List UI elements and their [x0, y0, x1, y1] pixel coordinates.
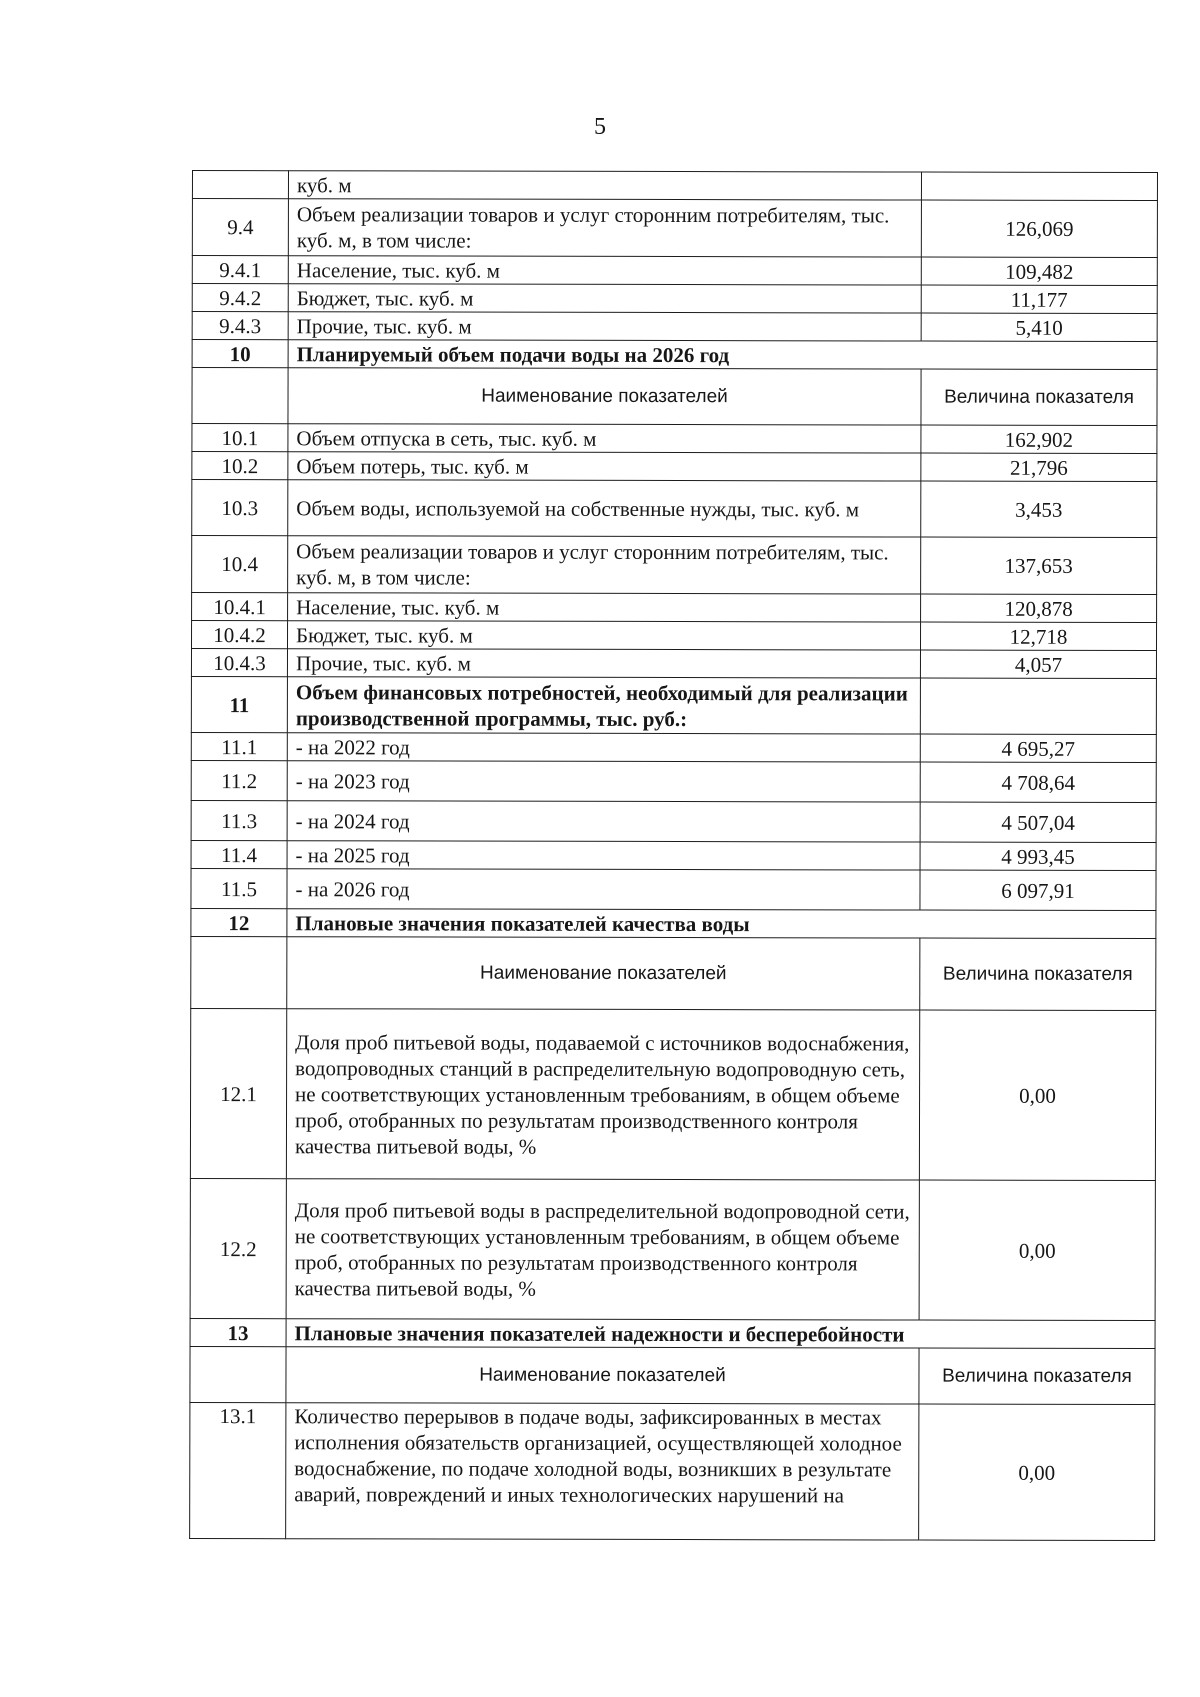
indicator-value: 3,453 — [921, 481, 1157, 537]
table-row — [192, 424, 1157, 454]
indicator-value: 4 993,45 — [920, 842, 1156, 870]
indicator-name: - на 2025 год — [287, 841, 920, 870]
table-row — [192, 480, 1157, 538]
table-row — [190, 1008, 1155, 1180]
column-header-value: Величина показателя — [919, 1348, 1155, 1404]
table-row — [192, 199, 1157, 258]
indicator-value: 4 695,27 — [920, 734, 1156, 762]
row-number: 10.1 — [192, 424, 288, 452]
table-row — [191, 649, 1156, 679]
indicator-value: 4,057 — [920, 650, 1156, 678]
column-header-name: Наименование показателей — [287, 937, 920, 1010]
indicator-name: Бюджет, тыс. куб. м — [288, 284, 921, 313]
production-program-table — [189, 170, 1158, 1541]
indicator-value: 12,718 — [920, 622, 1156, 650]
column-header-row — [190, 1346, 1155, 1404]
indicator-name: - на 2024 год — [287, 801, 920, 842]
table-row — [191, 732, 1156, 762]
indicator-value: 120,878 — [921, 594, 1157, 622]
indicator-name: Прочие, тыс. куб. м — [288, 312, 921, 341]
table-row — [191, 840, 1156, 870]
row-number: 13 — [190, 1318, 286, 1346]
section-title: Планируемый объем подачи воды на 2026 год — [288, 340, 1157, 370]
indicator-name: Объем реализации товаров и услуг сторонним потребителям, тыс. куб. м, в том числе: — [288, 536, 921, 594]
row-number: 10.4 — [192, 536, 288, 593]
indicator-name: Объем отпуска в сеть, тыс. куб. м — [288, 424, 921, 453]
indicator-name: куб. м — [288, 171, 921, 200]
page-number: 5 — [594, 114, 606, 140]
indicator-value: 0,00 — [919, 1180, 1155, 1320]
row-number: 11.3 — [191, 800, 287, 840]
indicator-value: 21,796 — [921, 453, 1157, 481]
indicator-name: Население, тыс. куб. м — [288, 593, 921, 622]
row-number: 13.1 — [190, 1402, 286, 1538]
row-number: 11.4 — [191, 840, 287, 868]
indicator-value: 4 708,64 — [920, 762, 1156, 802]
row-number: 10.4.2 — [191, 621, 287, 649]
column-header-name: Наименование показателей — [286, 1347, 919, 1404]
indicator-name: - на 2022 год — [287, 733, 920, 762]
indicator-name: Бюджет, тыс. куб. м — [287, 621, 920, 650]
indicator-name: Объем потерь, тыс. куб. м — [288, 452, 921, 481]
row-number — [190, 1346, 286, 1402]
row-number: 9.4.2 — [192, 284, 288, 312]
table-row — [191, 800, 1156, 842]
table-row — [192, 593, 1157, 623]
row-number: 11.2 — [191, 760, 287, 800]
table-row — [191, 760, 1156, 802]
column-header-value: Величина показателя — [921, 369, 1157, 425]
row-number: 10.3 — [192, 480, 288, 536]
indicator-value: 0,00 — [919, 1010, 1155, 1180]
column-header-row — [191, 936, 1156, 1010]
table-row — [191, 868, 1156, 910]
table-row — [191, 621, 1156, 651]
row-number: 9.4 — [192, 199, 288, 256]
row-number: 10.2 — [192, 452, 288, 480]
column-header-name: Наименование показателей — [288, 368, 921, 425]
row-number — [192, 368, 288, 424]
row-number: 11.5 — [191, 868, 287, 908]
section-title: Плановые значения показателей качества воды — [287, 909, 1156, 939]
table-row — [190, 1178, 1155, 1320]
indicator-value: 126,069 — [921, 200, 1157, 257]
indicator-name: Объем воды, используемой на собственные нужды, тыс. куб. м — [288, 480, 921, 537]
indicator-name: Доля проб питьевой воды в распределительной водопроводной сети, не соответствующих установленным требованиям, в общем объеме проб, отобранных по результатам производственного контроля качества питьевой воды, % — [286, 1179, 919, 1320]
indicator-value: 6 097,91 — [920, 870, 1156, 910]
row-number: 11.1 — [191, 732, 287, 760]
indicator-name: Прочие, тыс. куб. м — [287, 649, 920, 678]
row-number — [192, 171, 288, 199]
indicator-value: 5,410 — [921, 313, 1157, 341]
table-row — [192, 312, 1157, 342]
row-number: 9.4.1 — [192, 256, 288, 284]
indicator-value: 0,00 — [919, 1404, 1155, 1540]
row-number: 12.2 — [190, 1178, 286, 1318]
table-row — [190, 1402, 1155, 1540]
indicator-value — [921, 172, 1157, 200]
indicator-name: Объем реализации товаров и услуг сторонним потребителям, тыс. куб. м, в том числе: — [288, 199, 921, 257]
table-row — [192, 536, 1157, 595]
indicator-value: 109,482 — [921, 257, 1157, 285]
indicator-name: - на 2026 год — [287, 869, 920, 910]
row-number: 11 — [191, 676, 287, 732]
table-row — [191, 676, 1156, 734]
indicator-value: 4 507,04 — [920, 802, 1156, 842]
section-row — [192, 340, 1157, 370]
indicator-value — [920, 678, 1156, 734]
row-number: 10 — [192, 340, 288, 368]
row-number: 10.4.3 — [191, 649, 287, 677]
row-number: 12 — [191, 908, 287, 936]
column-header-value: Величина показателя — [920, 938, 1156, 1010]
indicator-name: - на 2023 год — [287, 761, 920, 802]
indicator-name: Объем финансовых потребностей, необходимый для реализации производственной программы, тыс. руб.: — [287, 677, 920, 734]
indicator-name: Население, тыс. куб. м — [288, 256, 921, 285]
section-row — [191, 908, 1156, 938]
row-number: 12.1 — [190, 1008, 286, 1178]
row-number — [191, 936, 287, 1008]
section-row — [190, 1318, 1155, 1348]
indicator-name: Количество перерывов в подаче воды, зафиксированных в местах исполнения обязательств организацией, осуществляющей холодное водоснабжение, по подаче холодной воды, возникших в результате аварий, повреждений и иных технологических нарушений на — [286, 1403, 919, 1540]
table-row — [192, 284, 1157, 314]
indicator-name: Доля проб питьевой воды, подаваемой с источников водоснабжения, водопроводных станций в распределительную водопроводную сеть, не соответствующих установленным требованиям, в общем объеме проб, отобранных по результатам производственного контроля качества питьевой воды, % — [286, 1009, 919, 1180]
indicator-value: 162,902 — [921, 425, 1157, 453]
row-number: 10.4.1 — [192, 593, 288, 621]
indicator-value: 11,177 — [921, 285, 1157, 313]
table-row — [192, 171, 1157, 201]
table-row — [192, 256, 1157, 286]
column-header-row — [192, 368, 1157, 426]
row-number: 9.4.3 — [192, 312, 288, 340]
table-row — [192, 452, 1157, 482]
section-title: Плановые значения показателей надежности и бесперебойности — [286, 1319, 1155, 1349]
indicator-value: 137,653 — [921, 537, 1157, 594]
